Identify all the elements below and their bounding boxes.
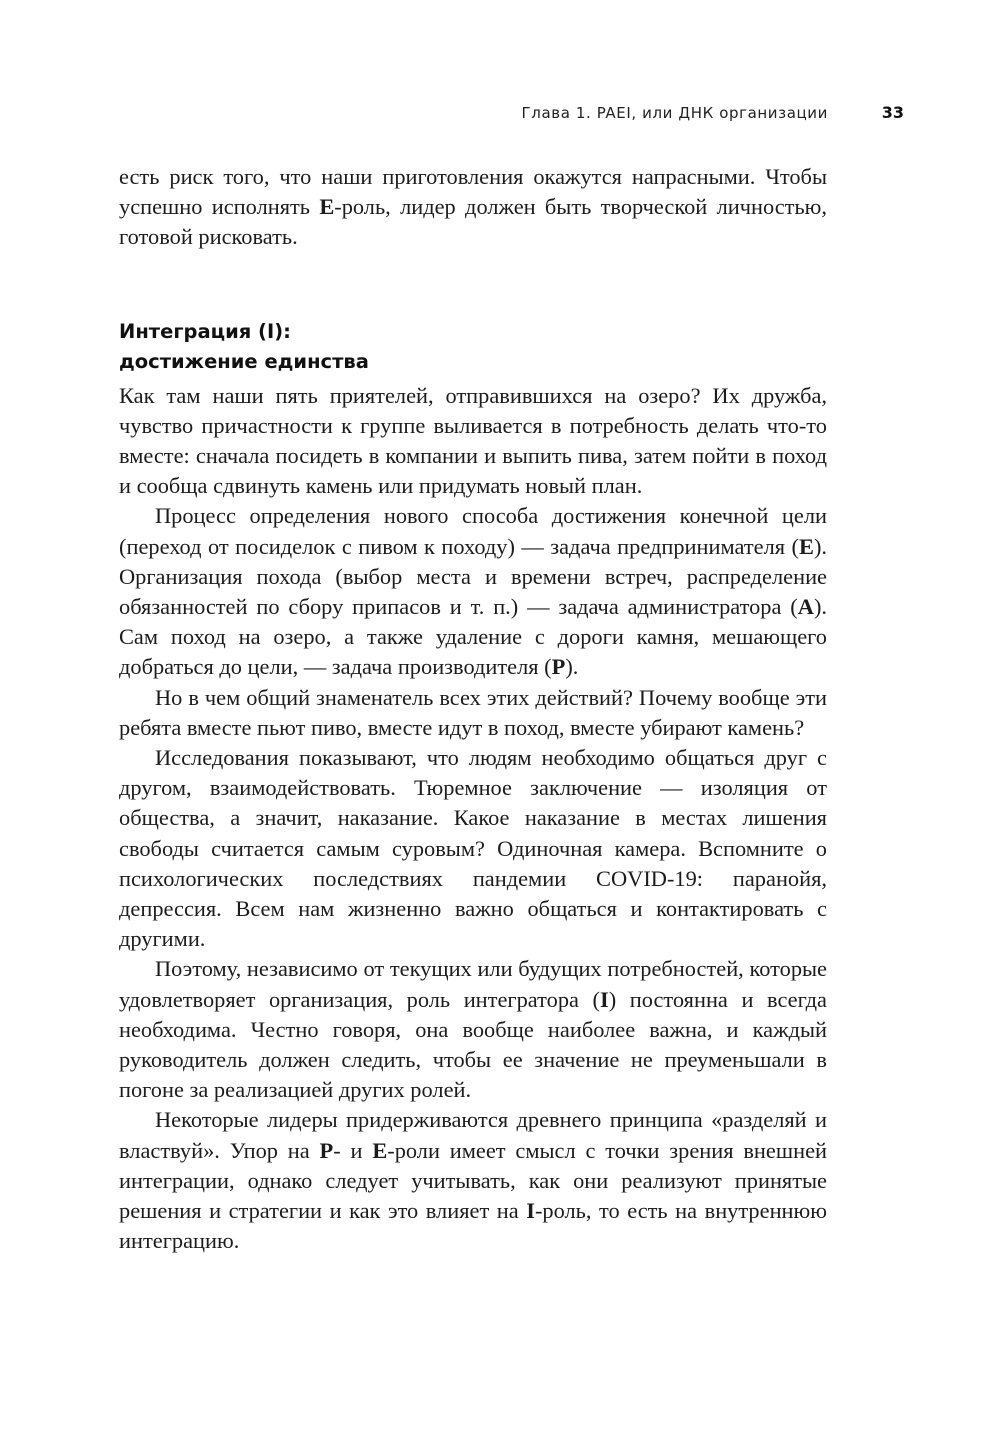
body-paragraph: Поэтому, независимо от текущих или будущих потребностей, которые удовлетворяет организация, роль интегратора (I) постоянна и всегда необходима. Честно говоря, она вообще наиболее важна, и каждый руководитель должен следить, чтобы ее значение не преуменьшали в погоне за реализацией других ролей. [119,956,827,1103]
opening-paragraph: есть риск того, что наши приготовления окажутся напрасными. Чтобы успешно исполнять E-роль, лидер должен быть творческой личностью, готовой рисковать. [119,164,827,250]
body-paragraph: Исследования показывают, что людям необходимо общаться друг с другом, взаимодействовать. Тюремное заключение — изоляция от общества, а значит, наказание. Какое наказание в местах лишения свободы считается самым суровым? Одиночная камера. Вспомните о психологических последствиях пандемии COVID-19: паранойя, депрессия. Всем нам жизненно важно общаться и контактировать с другими. [119,745,827,952]
section-heading [119,317,827,377]
body-paragraph: Процесс определения нового способа достижения конечной цели (переход от посиделок с пивом к походу) — задача предпринимателя (E). Организация похода (выбор места и времени встреч, распределение обязанностей по сбору припасов и т. п.) — задача администратора (A). Сам поход на озеро, а также удаление с дороги камня, мешающего добраться до цели, — задача производителя (P). [119,503,827,680]
page-body [119,162,827,1257]
page-number: 33 [881,103,904,122]
body-paragraph: Но в чем общий знаменатель всех этих действий? Почему вообще эти ребята вместе пьют пиво, вместе идут в поход, вместе убирают камень? [119,684,827,740]
body-paragraph: Некоторые лидеры придерживаются древнего принципа «разделяй и властвуй». Упор на P- и E-роли имеет смысл с точки зрения внешней интеграции, однако следует учитывать, как они реализуют принятые решения и стратегии и как это влияет на I-роль, то есть на внутреннюю интеграцию. [119,1107,828,1254]
section-heading-line1: Интеграция (I): [119,319,291,343]
section-heading-line2: достижение единства [119,349,369,373]
body-paragraph: Как там наши пять приятелей, отправившихся на озеро? Их дружба, чувство причастности к группе выливается в потребность делать что-то вместе: сначала посидеть в компании и выпить пива, затем пойти в поход и сообща сдвинуть камень или придумать новый план. [119,382,827,499]
running-title: Глава 1. PAEI, или ДНК организации [521,104,828,122]
